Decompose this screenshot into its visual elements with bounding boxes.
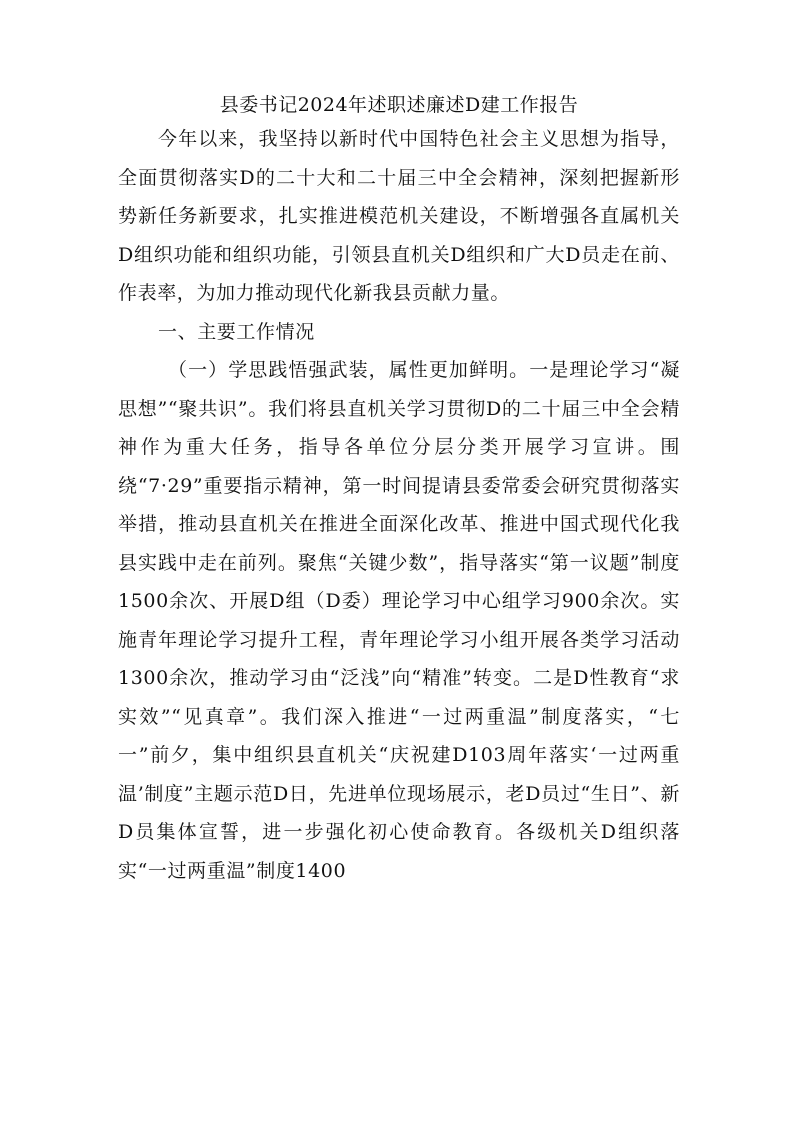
intro-paragraph: 今年以来，我坚持以新时代中国特色社会主义思想为指导，全面贯彻落实D的二十大和二十届三中全会精神，深刻把握新形势新任务新要求，扎实推进模范机关建设，不断增强各直属机关D组织功能和组织功能，引领县直机关D组织和广大D员走在前、作表率，为加力推动现代化新我县贡献力量。 [118,128,680,304]
document-page [118,90,680,890]
document-title: 县委书记2024年述职述廉述D建工作报告 [219,94,579,116]
section-heading: 一、主要工作情况 [158,320,315,343]
body-paragraph: （一）学思践悟强武装，属性更加鲜明。一是理论学习“凝思想”“聚共识”。我们将县直机关学习贯彻D的二十届三中全会精神作为重大任务，指导各单位分层分类开展学习宣讲。围绕“7·29”重要指示精神，第一时间提请县委常委会研究贯彻落实举措，推动县直机关在推进全面深化改革、推进中国式现代化我县实践中走在前列。聚焦“关键少数”，指导落实“第一议题”制度1500余次、开展D组（D委）理论学习中心组学习900余次。实施青年理论学习提升工程，青年理论学习小组开展各类学习活动1300余次，推动学习由“泛浅”向“精准”转变。二是D性教育“求实效”“见真章”。我们深入推进“一过两重温”制度落实，“七一”前夕，集中组织县直机关“庆祝建D103周年落实‘一过两重温’制度”主题示范D日，先进单位现场展示，老D员过“生日”、新D员集体宣誓，进一步强化初心使命教育。各级机关D组织落实“一过两重温”制度1400 [118,359,680,882]
